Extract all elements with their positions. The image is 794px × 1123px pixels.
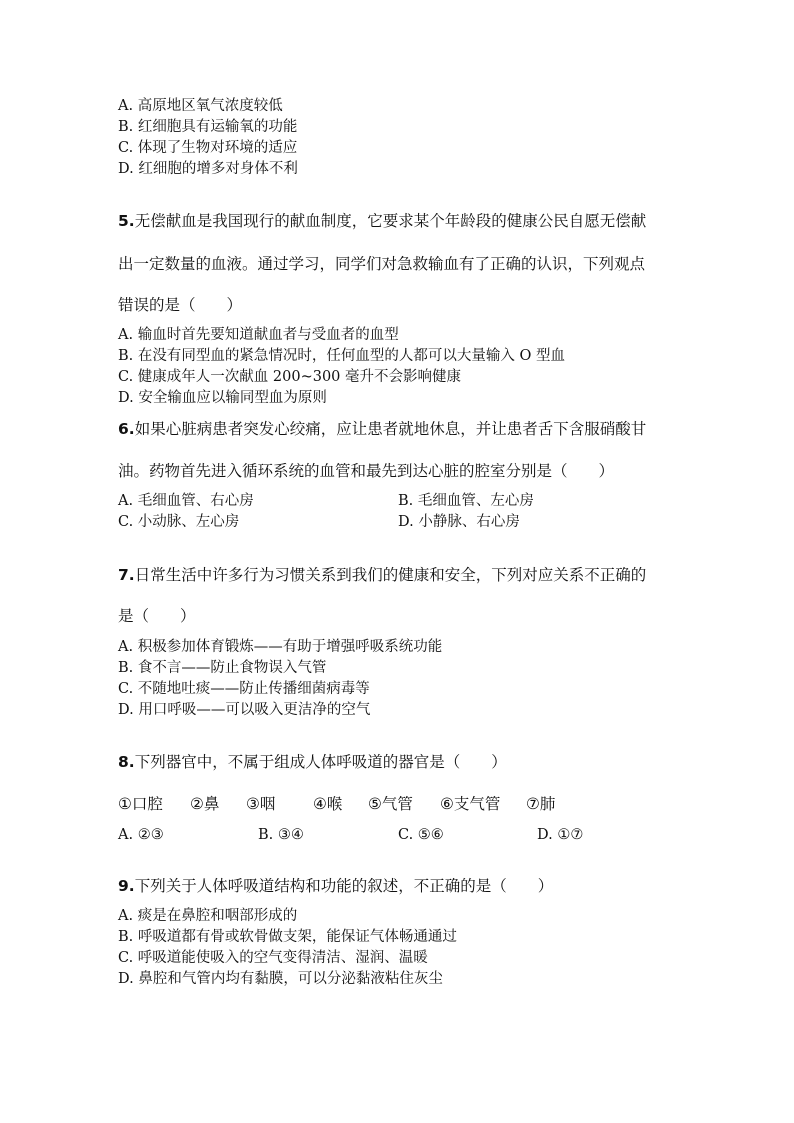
q5-option-d: D. 安全输血应以输同型血为原则 bbox=[118, 390, 327, 406]
q6-stem-line2: 油。药物首先进入循环系统的血管和最先到达心脏的腔室分别是（ ） bbox=[118, 462, 615, 480]
q9-option-d: D. 鼻腔和气管内均有黏膜，可以分泌黏液粘住灰尘 bbox=[118, 971, 443, 987]
q8-organ-6: ⑥支气管 bbox=[440, 795, 501, 813]
q4-option-a: A. 高原地区氧气浓度较低 bbox=[118, 98, 283, 114]
q4-option-d: D. 红细胞的增多对身体不利 bbox=[118, 161, 298, 177]
q5-text-1: 无偿献血是我国现行的献血制度，它要求某个年龄段的健康公民自愿无偿献 bbox=[134, 212, 647, 230]
q5-stem-line3: 错误的是（ ） bbox=[118, 296, 243, 314]
q6-text-1: 如果心脏病患者突发心绞痛，应让患者就地休息，并让患者舌下含服硝酸甘 bbox=[134, 420, 647, 438]
q8-organ-2: ②鼻 bbox=[190, 795, 220, 813]
q8-organ-4: ④喉 bbox=[313, 795, 343, 813]
q5-number: 5. bbox=[118, 212, 135, 230]
q8-organ-7: ⑦肺 bbox=[526, 795, 556, 813]
q6-stem-line1 bbox=[118, 418, 646, 440]
q7-text-1: 日常生活中许多行为习惯关系到我们的健康和安全，下列对应关系不正确的 bbox=[134, 566, 647, 584]
q9-option-a: A. 痰是在鼻腔和咽部形成的 bbox=[118, 908, 298, 924]
q8-organ-5: ⑤气管 bbox=[368, 795, 413, 813]
q8-organ-3: ③咽 bbox=[246, 795, 276, 813]
q8-option-a: A. ②③ bbox=[118, 827, 164, 843]
q6-option-a: A. 毛细血管、右心房 bbox=[118, 493, 254, 509]
q7-option-a: A. 积极参加体育锻炼——有助于增强呼吸系统功能 bbox=[118, 639, 443, 655]
q9-option-b: B. 呼吸道都有骨或软骨做支架，能保证气体畅通通过 bbox=[118, 929, 457, 945]
q8-option-d: D. ①⑦ bbox=[537, 827, 584, 843]
q6-number: 6. bbox=[118, 420, 135, 438]
q6-option-b: B. 毛细血管、左心房 bbox=[398, 493, 534, 509]
q7-number: 7. bbox=[118, 566, 135, 584]
q9-text-1: 下列关于人体呼吸道结构和功能的叙述，不正确的是（ ） bbox=[134, 877, 554, 895]
q7-option-c: C. 不随地吐痰——防止传播细菌病毒等 bbox=[118, 681, 370, 697]
q6-option-c: C. 小动脉、左心房 bbox=[118, 514, 240, 530]
q4-option-c: C. 体现了生物对环境的适应 bbox=[118, 140, 298, 156]
q6-option-d: D. 小静脉、右心房 bbox=[398, 514, 520, 530]
q5-option-b: B. 在没有同型血的紧急情况时，任何血型的人都可以大量输入 O 型血 bbox=[118, 348, 565, 364]
q9-option-c: C. 呼吸道能使吸入的空气变得清洁、湿润、温暖 bbox=[118, 950, 428, 966]
q7-stem-line2: 是（ ） bbox=[118, 607, 196, 625]
q8-organ-1: ①口腔 bbox=[118, 795, 163, 813]
q5-stem-line2: 出一定数量的血液。通过学习，同学们对急救输血有了正确的认识，下列观点 bbox=[118, 255, 646, 273]
q8-text-1: 下列器官中，不属于组成人体呼吸道的器官是（ ） bbox=[134, 753, 507, 771]
q8-number: 8. bbox=[118, 753, 135, 771]
q9-stem-line1 bbox=[118, 875, 553, 897]
q5-option-c: C. 健康成年人一次献血 200~300 毫升不会影响健康 bbox=[118, 369, 462, 385]
q8-stem-line1 bbox=[118, 751, 507, 773]
q5-option-a: A. 输血时首先要知道献血者与受血者的血型 bbox=[118, 327, 399, 343]
q8-option-b: B. ③④ bbox=[258, 827, 304, 843]
q9-number: 9. bbox=[118, 877, 135, 895]
q8-option-c: C. ⑤⑥ bbox=[398, 827, 444, 843]
q7-stem-line1 bbox=[118, 564, 646, 586]
q5-stem-line1 bbox=[118, 210, 646, 232]
q4-option-b: B. 红细胞具有运输氧的功能 bbox=[118, 119, 298, 135]
q7-option-b: B. 食不言——防止食物误入气管 bbox=[118, 660, 327, 676]
q7-option-d: D. 用口呼吸——可以吸入更洁净的空气 bbox=[118, 702, 371, 718]
